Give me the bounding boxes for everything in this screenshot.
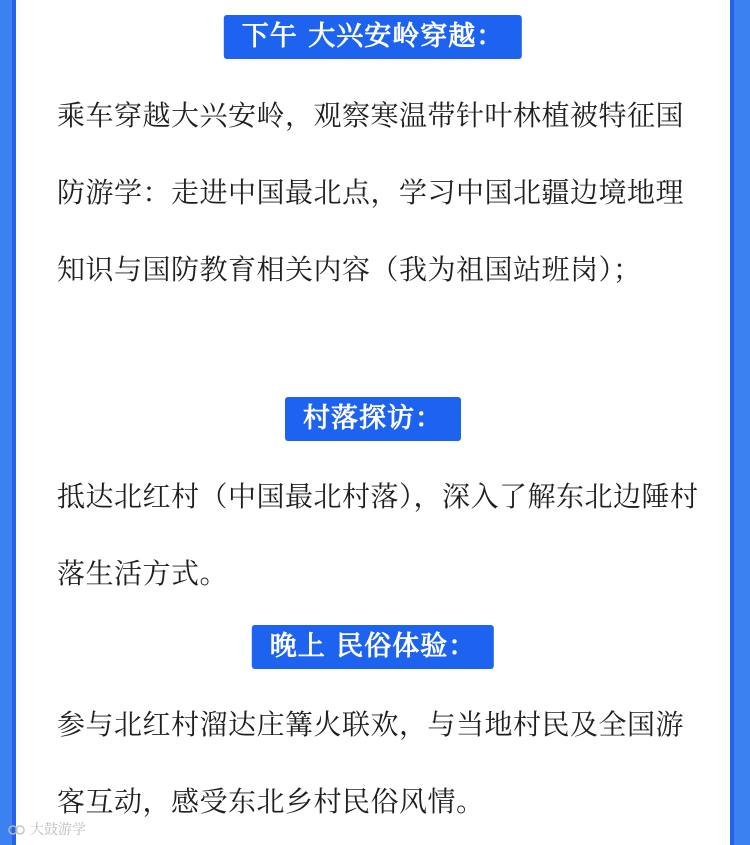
section-heading-afternoon: 下午 大兴安岭穿越： [224, 15, 522, 59]
watermark-logo-icon [8, 823, 26, 837]
watermark-text: 大鼓游学 [30, 822, 86, 838]
section-body-afternoon: 乘车穿越大兴安岭，观察寒温带针叶林植被特征国防游学：走进中国最北点，学习中国北疆边境地理知识与国防教育相关内容（我为祖国站班岗）； [57, 99, 685, 286]
itinerary-card [12, 0, 734, 845]
section-heading-village: 村落探访： [285, 397, 461, 441]
section-heading-evening: 晚上 民俗体验： [252, 625, 494, 669]
section-body-evening: 参与北红村溜达庄篝火联欢，与当地村民及全国游客互动，感受东北乡村民俗风情。 [57, 708, 685, 818]
section-body-village: 抵达北红村（中国最北村落），深入了解东北边陲村落生活方式。 [57, 480, 699, 590]
watermark [8, 819, 86, 839]
